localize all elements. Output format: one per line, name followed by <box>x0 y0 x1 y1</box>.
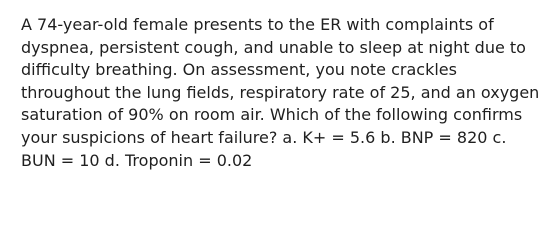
question-text: A 74-year-old female presents to the ER with complaints of dyspnea, persistent cough, and unable to sleep at night due to difficulty breathing. On assessment, you note crackles throughout the lung fields, respiratory rate of 25, and an oxygen saturation of 90% on room air. Which of the following confirms your suspicions of heart failure? a. K+ = 5.6 b. BNP = 820 c. BUN = 10 d. Troponin = 0.02 <box>21 15 540 170</box>
